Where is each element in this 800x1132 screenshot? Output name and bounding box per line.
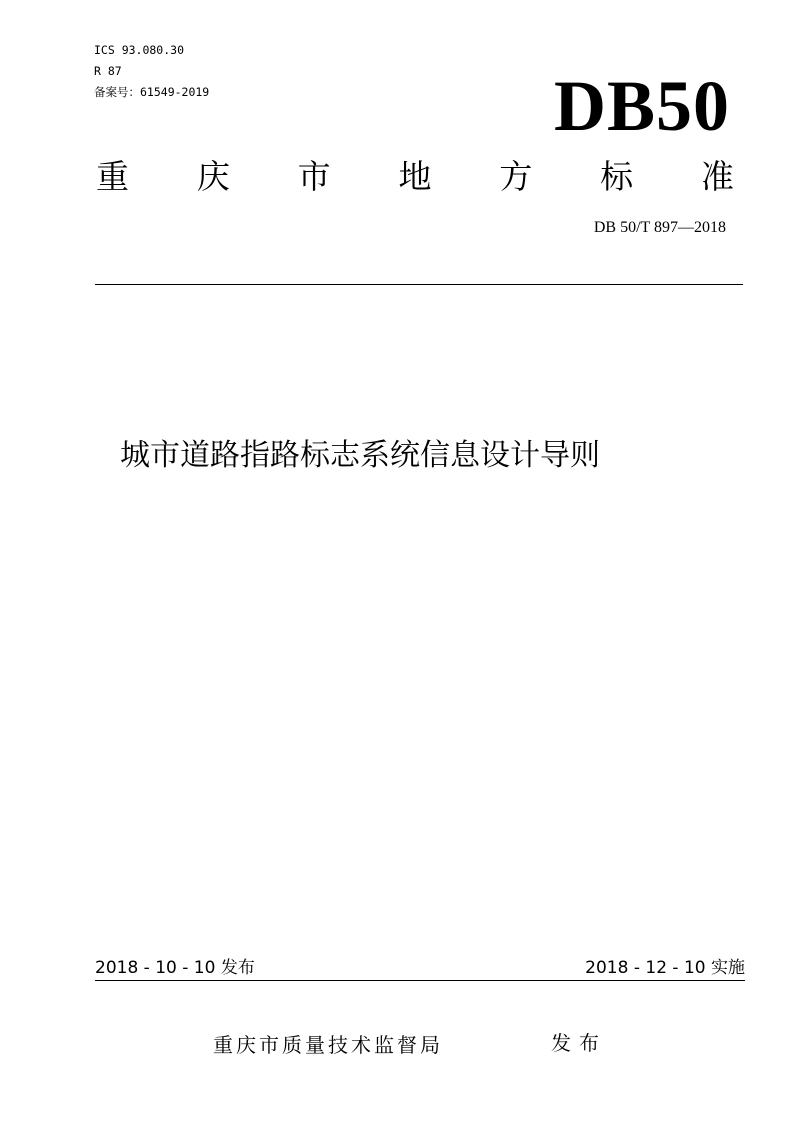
issue-date: 2018 - 10 - 10 发布 bbox=[95, 958, 255, 978]
standard-type-char: 地 bbox=[398, 157, 432, 196]
header-divider bbox=[95, 284, 743, 285]
standard-type-char: 庆 bbox=[196, 157, 230, 196]
ics-code: ICS 93.080.30 bbox=[94, 43, 185, 57]
db50-logo: DB50 bbox=[553, 66, 730, 146]
standard-type-char: 准 bbox=[700, 157, 734, 196]
footer-divider bbox=[95, 980, 745, 981]
document-title: 城市道路指路标志系统信息设计导则 bbox=[120, 438, 600, 473]
standard-type-char: 方 bbox=[499, 157, 533, 196]
ccs-code: R 87 bbox=[94, 64, 122, 78]
standard-metadata bbox=[94, 40, 209, 103]
dates-row bbox=[95, 956, 745, 980]
implementation-date: 2018 - 12 - 10 实施 bbox=[585, 958, 745, 978]
issuing-authority: 重庆市质量技术监督局 bbox=[213, 1033, 443, 1057]
standard-number: DB 50/T 897—2018 bbox=[593, 219, 726, 236]
standard-type-char: 重 bbox=[96, 157, 129, 196]
record-number: 备案号：61549-2019 bbox=[94, 85, 210, 99]
standard-type-char: 标 bbox=[600, 157, 634, 196]
issue-label: 发布 bbox=[551, 1031, 607, 1055]
standard-type-heading bbox=[96, 150, 734, 204]
standard-type-char: 市 bbox=[297, 157, 331, 196]
